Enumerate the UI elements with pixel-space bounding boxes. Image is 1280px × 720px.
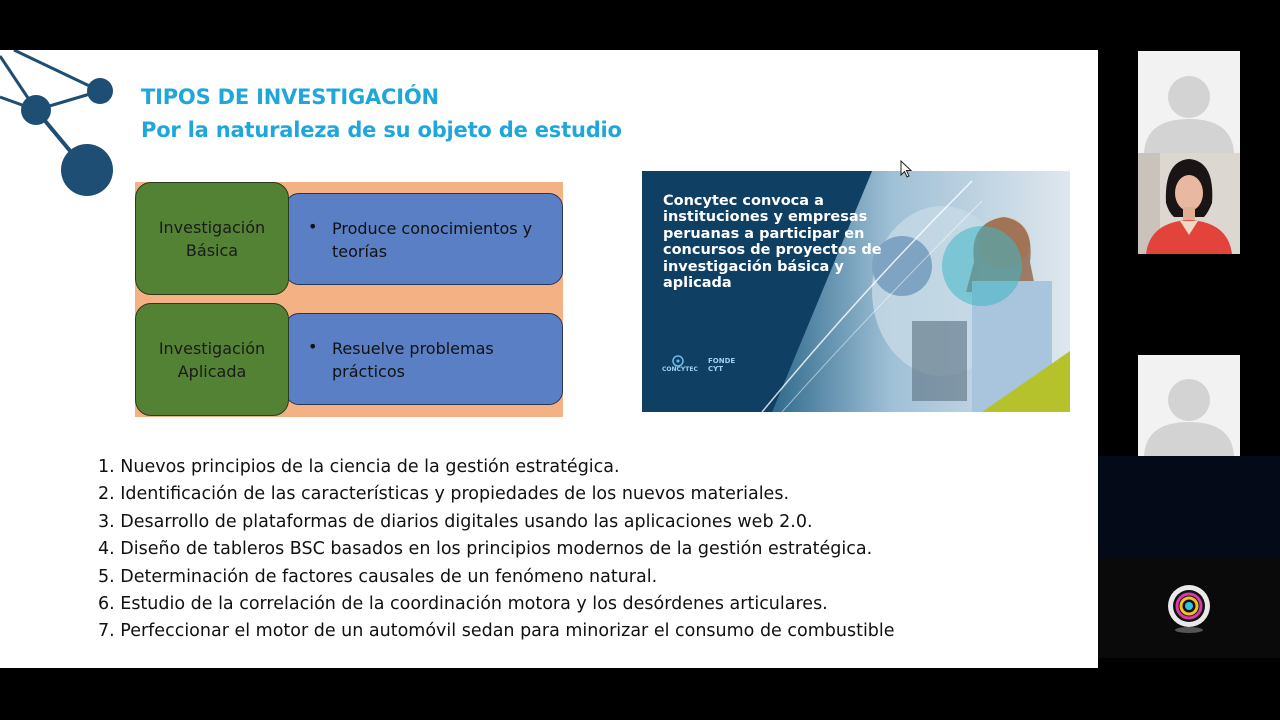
list-item: 3. Desarrollo de plataformas de diarios digitales usando las aplicaciones web 2.0. [98,511,813,532]
list-item: 6. Estudio de la correlación de la coordinación motora y los desórdenes articulares. [98,594,828,615]
bullet: • [308,337,318,356]
concytec-logo-text: CONCYTEC [662,366,698,373]
category-box-basic: Investigación Básica [135,182,289,295]
bullet: • [308,217,318,236]
description-text: Resuelve problemas prácticos [332,339,494,381]
description-box-applied [285,313,563,405]
avatar-placeholder-icon [1138,355,1240,456]
slide-subtitle: Por la naturaleza de su objeto de estudio [141,118,622,142]
participant-tile[interactable] [1138,51,1240,153]
fondecyt-logo-text: FONDE CYT [708,357,736,373]
presenter-video-feed [1138,153,1240,254]
banner-headline: Concytec convoca a instituciones y empresas peruanas a participar en concursos de proyectos de investigación básica y aplicada [663,193,882,292]
concytec-logo [663,353,693,367]
participant-video-presenter[interactable] [1138,153,1240,254]
camera-app-icon[interactable] [1166,584,1212,636]
description-box-basic [285,193,563,285]
research-types-diagram [135,182,563,417]
examples-list [98,454,895,646]
description-text: Produce conocimientos y teorías [332,219,533,261]
avatar-placeholder-icon [1138,51,1240,153]
list-item: 4. Diseño de tableros BSC basados en los principios modernos de la gestión estratégica. [98,539,873,560]
presentation-slide [0,50,1098,668]
category-box-applied: Investigación Aplicada [135,303,289,416]
list-item: 7. Perfeccionar el motor de un automóvil sedan para minorizar el consumo de combustible [98,621,895,642]
list-item: 5. Determinación de factores causales de un fenómeno natural. [98,566,658,587]
molecule-decoration [0,50,130,200]
participant-video-dark[interactable] [1098,456,1280,558]
concytec-banner-image [642,171,1070,412]
camera-app-area [1098,558,1280,658]
participant-tile[interactable] [1138,355,1240,456]
list-item: 1. Nuevos principios de la ciencia de la gestión estratégica. [98,457,620,477]
mouse-cursor-icon [900,160,914,180]
list-item: 2. Identificación de las características y propiedades de los nuevos materiales. [98,484,790,505]
slide-title: TIPOS DE INVESTIGACIÓN [141,85,439,109]
